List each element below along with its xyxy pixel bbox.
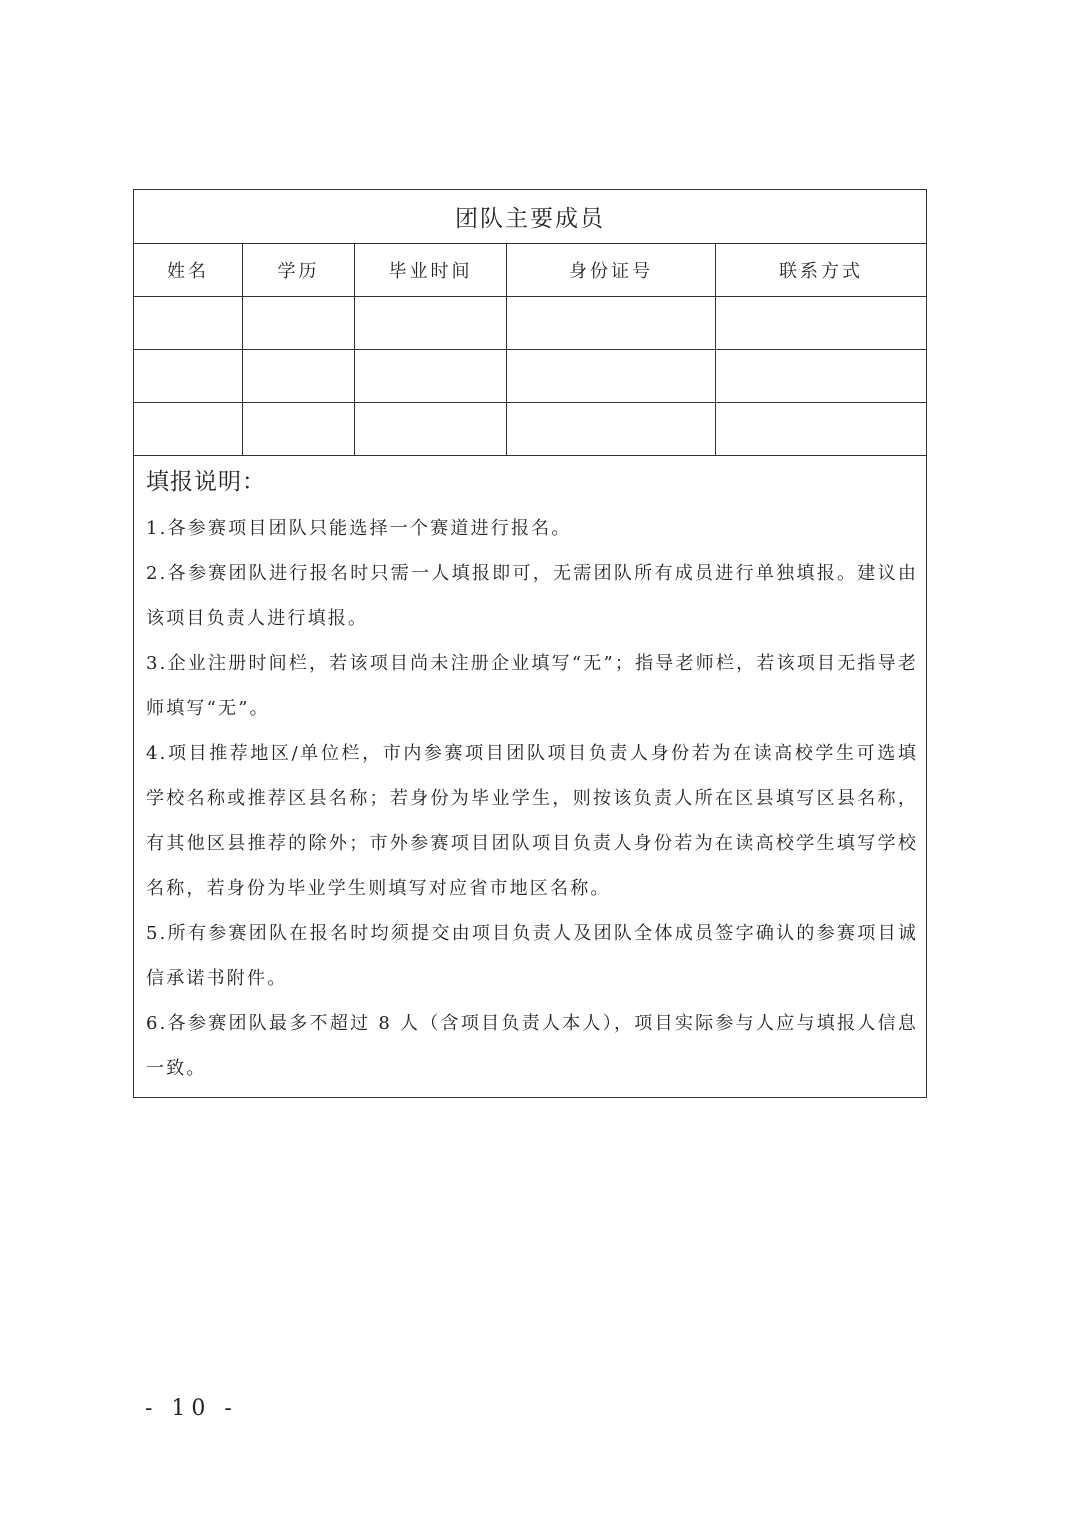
cell-name[interactable] [134,350,243,403]
table-row [134,297,927,350]
note-item: 4.项目推荐地区/单位栏，市内参赛项目团队项目负责人身份若为在读高校学生可选填学校名称或推荐区县名称；若身份为毕业学生，则按该负责人所在区县填写区县名称，有其他区县推荐的除外；市外参赛项目团队项目负责人身份若为在读高校学生填写学校名称，若身份为毕业学生则填写对应省市地区名称。 [146,743,919,899]
section-title: 团队主要成员 [134,190,927,244]
note-item: 3.企业注册时间栏，若该项目尚未注册企业填写“无”；指导老师栏，若该项目无指导老师填写“无”。 [146,653,919,719]
cell-id-number[interactable] [507,297,716,350]
column-header-graduation-time: 毕业时间 [355,244,507,297]
column-header-education: 学历 [243,244,355,297]
cell-education[interactable] [243,403,355,456]
note-item: 6.各参赛团队最多不超过 8 人（含项目负责人本人），项目实际参与人应与填报人信息一致。 [146,1013,919,1079]
cell-education[interactable] [243,350,355,403]
notes-section [134,456,927,1098]
cell-name[interactable] [134,297,243,350]
cell-name[interactable] [134,403,243,456]
team-members-table [133,189,927,1098]
header-row [134,244,927,297]
cell-id-number[interactable] [507,403,716,456]
cell-graduation-time[interactable] [355,297,507,350]
cell-id-number[interactable] [507,350,716,403]
note-item: 2.各参赛团队进行报名时只需一人填报即可，无需团队所有成员进行单独填报。建议由该项目负责人进行填报。 [146,563,919,629]
column-header-contact: 联系方式 [716,244,927,297]
column-header-name: 姓名 [134,244,243,297]
table-row [134,403,927,456]
notes-heading: 填报说明： [146,469,266,495]
notes-list [146,506,918,1091]
page-number: - 10 - [145,1396,238,1421]
note-item: 1.各参赛项目团队只能选择一个赛道进行报名。 [146,518,572,539]
cell-graduation-time[interactable] [355,403,507,456]
cell-contact[interactable] [716,297,927,350]
cell-contact[interactable] [716,403,927,456]
cell-contact[interactable] [716,350,927,403]
note-item: 5.所有参赛团队在报名时均须提交由项目负责人及团队全体成员签字确认的参赛项目诚信承诺书附件。 [146,923,919,989]
table-row [134,350,927,403]
cell-education[interactable] [243,297,355,350]
cell-graduation-time[interactable] [355,350,507,403]
column-header-id-number: 身份证号 [507,244,716,297]
